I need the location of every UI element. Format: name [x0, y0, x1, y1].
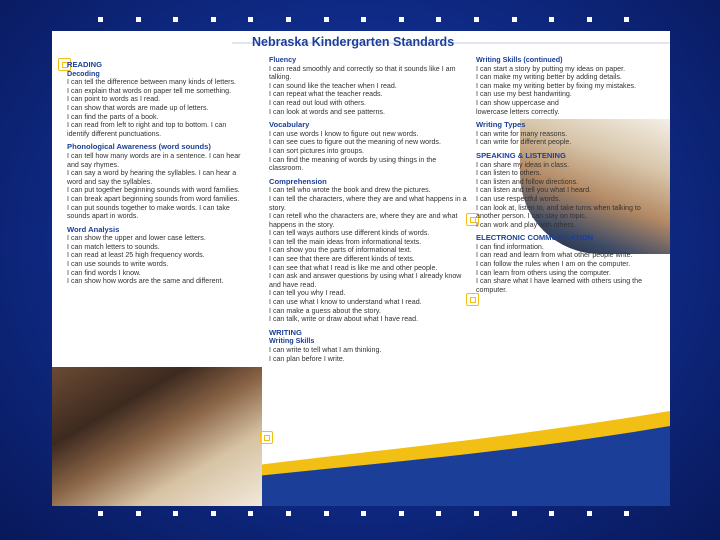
standard-line: I can tell you why I read.: [269, 289, 346, 298]
decorative-dot: [286, 17, 291, 22]
section-heading: Vocabulary: [269, 120, 310, 130]
decorative-dot: [136, 17, 141, 22]
decorative-dot: [248, 17, 253, 22]
standard-line: I can follow the rules when I am on the computer.: [476, 260, 631, 269]
decorative-dot: [474, 511, 479, 516]
standard-line: I can write to tell what I am thinking.: [269, 346, 382, 354]
decorative-dot: [324, 511, 329, 516]
standard-line: I can explain that words on paper tell me something.: [67, 86, 232, 95]
decorative-dot: [98, 17, 103, 22]
standard-line: I can make a guess about the story.: [269, 306, 381, 315]
top-dot-row: [0, 17, 720, 27]
standard-line: I can put together beginning sounds with word families.: [67, 186, 240, 195]
standard-line: I can use respectful words.: [476, 194, 561, 203]
standard-line: I can sound like the teacher when I read.: [269, 81, 397, 90]
standard-line: I can share what I have learned with others using the computer.: [476, 277, 643, 294]
section-heading: Decoding: [67, 68, 100, 78]
standards-document: [52, 31, 670, 506]
standard-line: I can work and play with others.: [476, 220, 576, 229]
decorative-dot: [587, 511, 592, 516]
decorative-dot: [98, 511, 103, 516]
decorative-dot: [361, 17, 366, 22]
standard-line: I can tell the characters, where they are and what happens in a story.: [269, 194, 467, 212]
writing-icon: [260, 431, 273, 444]
standard-line: I can tell who wrote the book and drew the pictures.: [269, 186, 431, 195]
decorative-dot: [512, 511, 517, 516]
standard-line: I can repeat what the teacher reads.: [269, 90, 383, 99]
reading-column: [67, 56, 247, 286]
standard-line: I can use sounds to write words.: [67, 260, 169, 269]
decorative-dot: [512, 17, 517, 22]
standard-line: I can retell who the characters are, where they are and what happens in the story.: [269, 212, 458, 229]
standard-line: I can sort pictures into groups.: [269, 146, 365, 155]
standard-line: I can listen to others.: [476, 169, 542, 178]
standard-line: I can look at words and see patterns.: [269, 107, 385, 116]
standard-line: I can say a word by hearing the syllables. I can hear a word and say the syllables.: [67, 169, 237, 186]
standard-line: I can read from left to right and top to bottom. I can identify different punctuations.: [67, 121, 227, 138]
standard-line: I can start a story by putting my ideas on paper.: [476, 64, 626, 73]
standard-line: I can tell how many words are in a sentence. I can hear and say rhymes.: [67, 151, 241, 169]
standard-line: I can show that words are made up of letters.: [67, 103, 209, 112]
standard-line: I can show uppercase and lowercase letters correctly.: [476, 98, 560, 116]
section-heading: SPEAKING & LISTENING: [476, 150, 566, 160]
decorative-dot: [624, 511, 629, 516]
section-heading: Comprehension: [269, 176, 327, 186]
section-heading: Phonological Awareness (word sounds): [67, 142, 211, 152]
decorative-dot: [211, 17, 216, 22]
standard-line: I can tell the difference between many kinds of letters.: [67, 78, 237, 87]
section-heading: Word Analysis: [67, 224, 120, 234]
decorative-dot: [211, 511, 216, 516]
standard-line: I can show the upper and lower case letters.: [67, 234, 206, 243]
standard-line: I can listen and tell you what I heard.: [476, 186, 592, 195]
standard-line: I can make my writing better by fixing my mistakes.: [476, 81, 637, 90]
decorative-dot: [436, 17, 441, 22]
standard-line: I can show how words are the same and different.: [67, 277, 224, 286]
standard-line: I can find words I know.: [67, 268, 141, 277]
decorative-dot: [549, 17, 554, 22]
decorative-dot: [173, 17, 178, 22]
document-title: Nebraska Kindergarten Standards: [252, 35, 455, 49]
child-reading-photo: [52, 367, 262, 506]
standard-line: I can listen and follow directions.: [476, 177, 579, 186]
standard-line: I can break apart beginning sounds from word families.: [67, 194, 240, 203]
middle-column: [269, 56, 467, 363]
decorative-dot: [324, 17, 329, 22]
standard-line: I can use my best handwriting.: [476, 90, 572, 99]
standard-line: I can find the meaning of words by using things in the classroom.: [269, 155, 437, 173]
decorative-dot: [474, 17, 479, 22]
standard-line: I can read at least 25 high frequency words.: [67, 251, 205, 260]
standard-line: I can see that what I read is like me and other people.: [269, 263, 438, 272]
section-heading: Writing Types: [476, 120, 526, 130]
standard-line: I can write for many reasons.: [476, 129, 568, 138]
standard-line: I can find the parts of a book.: [67, 112, 159, 121]
standard-line: I can read out loud with others.: [269, 98, 367, 107]
electronic-icon: [466, 293, 479, 306]
decorative-dot: [587, 17, 592, 22]
standard-line: I can put sounds together to make words. I can take sounds apart in words.: [67, 203, 230, 221]
standard-line: I can point to words as I read.: [67, 95, 161, 104]
standard-line: I can make my writing better by adding details.: [476, 73, 622, 82]
standard-line: I can show you the parts of informational text.: [269, 246, 412, 255]
standard-line: I can ask and answer questions by using what I already know and have read.: [269, 272, 462, 289]
standard-line: I can match letters to sounds.: [67, 242, 160, 251]
section-heading: Fluency: [269, 55, 297, 64]
decorative-dot: [549, 511, 554, 516]
decorative-dot: [399, 17, 404, 22]
standard-line: I can share my ideas in class.: [476, 160, 570, 169]
standard-line: I can learn from others using the computer.: [476, 268, 611, 277]
decorative-dot: [286, 511, 291, 516]
standard-line: I can read and learn from what other people write.: [476, 251, 633, 260]
standard-line: I can talk, write or draw about what I have read.: [269, 315, 419, 324]
standard-line: I can see cues to figure out the meaning of new words.: [269, 138, 441, 147]
bottom-dot-row: [0, 511, 720, 521]
section-heading: READING: [67, 60, 103, 69]
standard-line: I can tell ways authors use different kinds of words.: [269, 229, 430, 238]
standard-line: I can use what I know to understand what I read.: [269, 298, 422, 307]
standard-line: I can use words I know to figure out new words.: [269, 129, 419, 138]
standard-line: I can look at, listen to, and take turns when talking to another person. I can stay on topic.: [476, 203, 641, 221]
decorative-dot: [173, 511, 178, 516]
decorative-dot: [399, 511, 404, 516]
standard-line: I can plan before I write.: [269, 354, 345, 363]
standard-line: I can write for different people.: [476, 138, 572, 147]
standard-line: I can see that there are different kinds of texts.: [269, 255, 415, 264]
decorative-dot: [361, 511, 366, 516]
standard-line: I can find information.: [476, 242, 544, 251]
standard-line: I can read smoothly and correctly so that it sounds like I am talking.: [269, 64, 456, 82]
decorative-dot: [136, 511, 141, 516]
right-column: [476, 56, 664, 294]
section-heading: Writing Skills (continued): [476, 55, 563, 64]
section-heading: WRITING: [269, 327, 302, 337]
decorative-dot: [624, 17, 629, 22]
standard-line: I can tell the main ideas from informational texts.: [269, 237, 422, 246]
decorative-dot: [248, 511, 253, 516]
decorative-dot: [436, 511, 441, 516]
section-heading: ELECTRONIC COMMUNICATION: [476, 233, 594, 243]
section-heading: Writing Skills: [269, 336, 315, 346]
